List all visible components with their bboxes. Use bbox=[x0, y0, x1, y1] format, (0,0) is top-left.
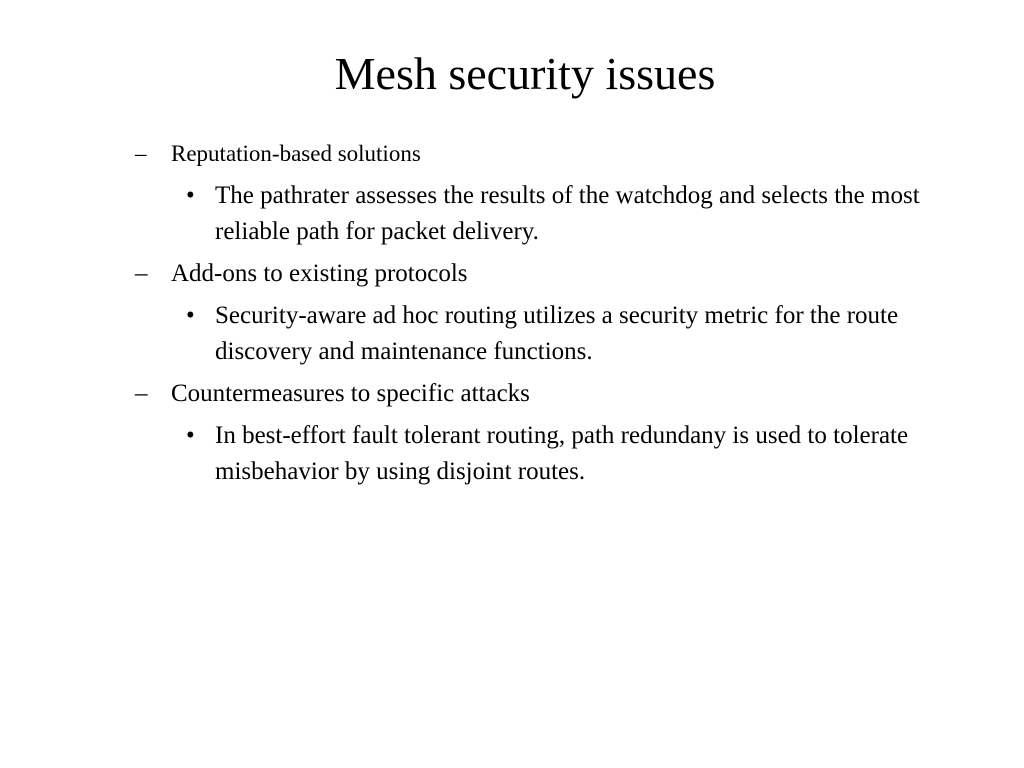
dash-marker: – bbox=[135, 141, 147, 166]
dash-marker: – bbox=[135, 380, 148, 407]
sub-bullet-text: The pathrater assesses the results of the watchdog and selects the most reliable path for packet delivery. bbox=[215, 182, 920, 245]
sub-bullet-item bbox=[135, 418, 975, 490]
bullet-item bbox=[135, 256, 975, 292]
sub-bullet-item bbox=[135, 298, 975, 370]
sub-bullet-text: In best-effort fault tolerant routing, path redundany is used to tolerate misbehavior by using disjoint routes. bbox=[215, 422, 909, 485]
slide-body bbox=[135, 136, 975, 496]
bullet-dot-marker: • bbox=[186, 302, 195, 329]
bullet-dot-marker: • bbox=[186, 422, 195, 449]
bullet-item bbox=[135, 376, 975, 412]
sub-bullet-item bbox=[135, 178, 975, 250]
bullet-item bbox=[135, 136, 975, 172]
bullet-text: Reputation-based solutions bbox=[171, 141, 421, 166]
sub-bullet-text: Security-aware ad hoc routing utilizes a security metric for the route discovery and maintenance functions. bbox=[215, 302, 899, 365]
slide-title: Mesh security issues bbox=[334, 48, 716, 99]
bullet-dot-marker: • bbox=[186, 182, 195, 209]
dash-marker: – bbox=[135, 260, 148, 287]
bullet-text: Countermeasures to specific attacks bbox=[171, 380, 530, 407]
bullet-text: Add-ons to existing protocols bbox=[171, 260, 468, 287]
